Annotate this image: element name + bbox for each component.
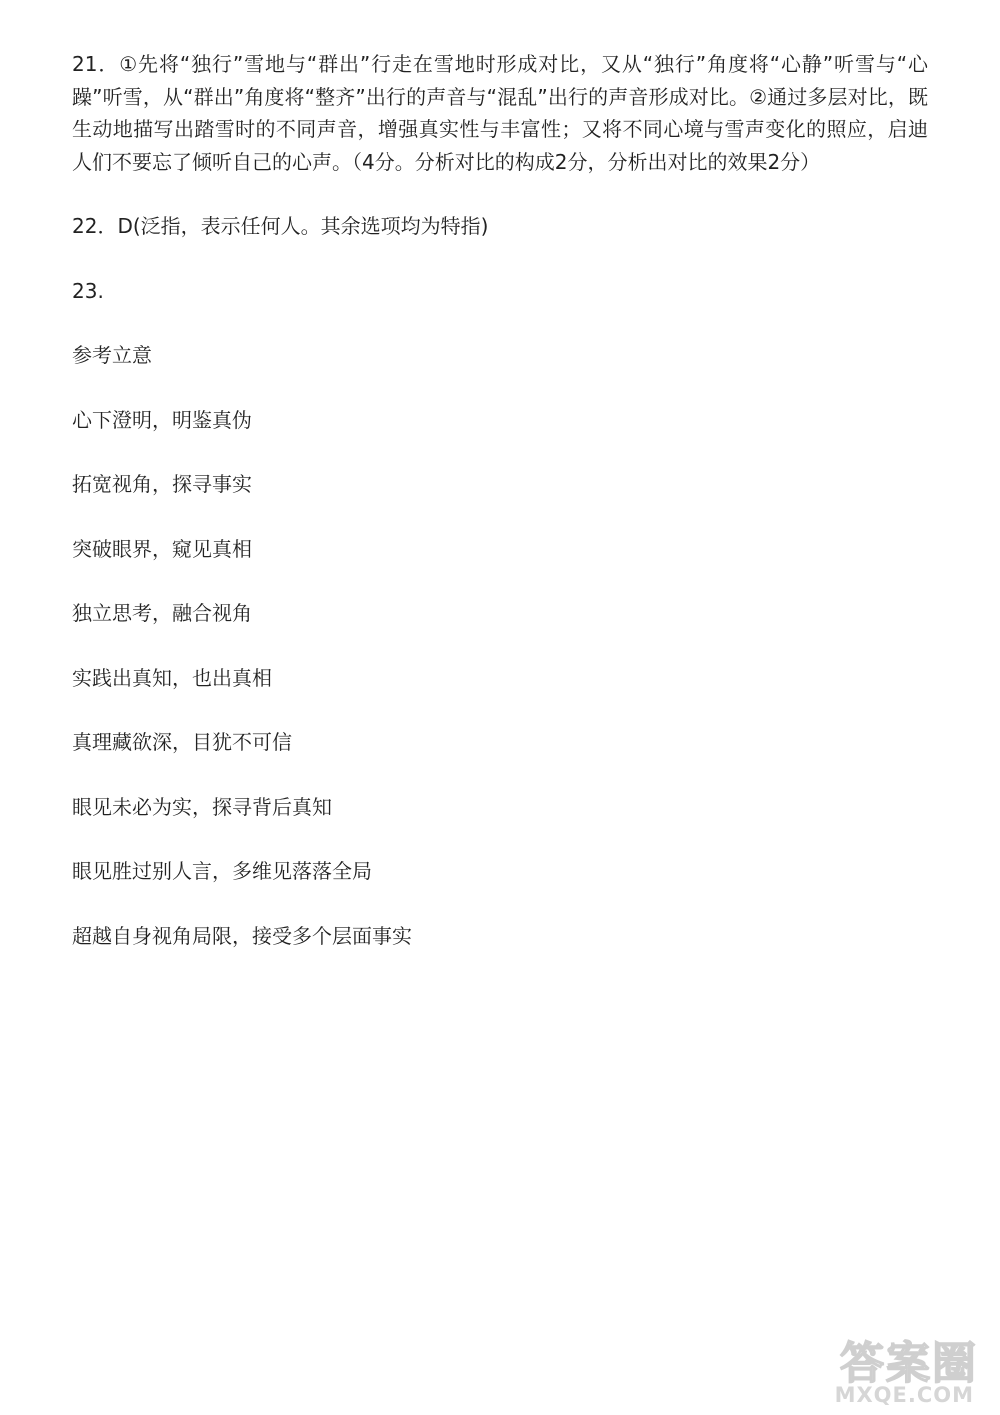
- ideas-heading: 参考立意: [72, 343, 152, 367]
- idea-item: 拓宽视角，探寻事实: [72, 472, 252, 496]
- ideas-list: [72, 404, 928, 953]
- idea-item: 眼见胜过别人言，多维见落落全局: [72, 859, 372, 883]
- answer-22: 22．D(泛指，表示任何人。其余选项均为特指): [72, 214, 489, 238]
- idea-item: 突破眼界，窥见真相: [72, 536, 252, 561]
- watermark-chinese: 答案圈: [840, 1338, 978, 1389]
- idea-item: 超越自身视角局限，接受多个层面事实: [72, 923, 412, 948]
- watermark-domain: MXQE.COM: [834, 1383, 974, 1407]
- watermark-logo: [808, 1327, 978, 1407]
- document-body: [72, 48, 928, 984]
- idea-item: 独立思考，融合视角: [72, 601, 252, 625]
- answer-23-number: 23.: [72, 278, 104, 303]
- idea-item: 真理藏欲深，目犹不可信: [72, 730, 292, 754]
- idea-item: 眼见未必为实，探寻背后真知: [72, 794, 332, 819]
- idea-item: 实践出真知，也出真相: [72, 665, 272, 690]
- idea-item: 心下澄明，明鉴真伪: [72, 407, 252, 432]
- answer-21: 21．①先将“独行”雪地与“群出”行走在雪地时形成对比，又从“独行”角度将“心静”听雪与“心躁”听雪，从“群出”角度将“整齐”出行的声音与“混乱”出行的声音形成对比。②通过多层对比，既生动地描写出踏雪时的不同声音，增强真实性与丰富性；又将不同心境与雪声变化的照应，启迪人们不要忘了倾听自己的心声。（4分。分析对比的构成2分，分析出对比的效果2分）: [72, 52, 928, 174]
